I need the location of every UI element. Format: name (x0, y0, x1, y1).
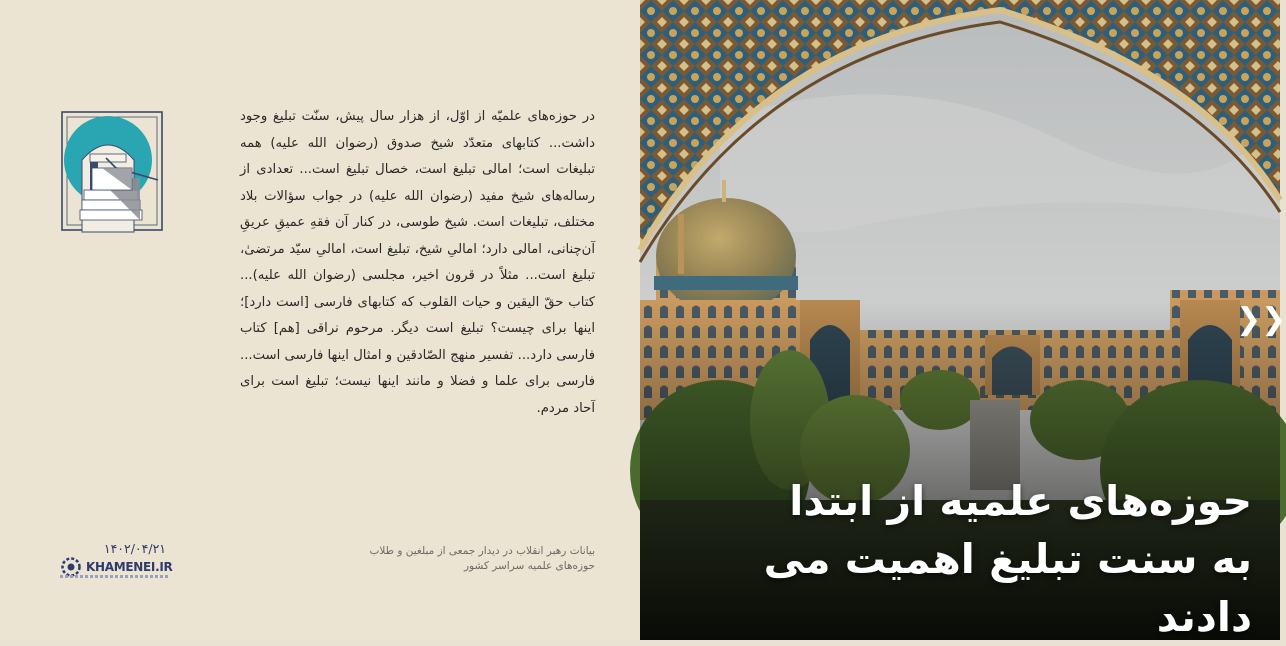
date-label: ۱۴۰۲/۰۴/۲۱ (103, 541, 166, 556)
pulpit-emblem-icon (58, 108, 168, 236)
khamenei-logo-icon (60, 557, 82, 577)
headline (670, 472, 1252, 646)
quote-text: در حوزه‌های علمیّه از اوّل، از هزار سال پیش، سنّت تبلیغ وجود داشت... کتابهای متعدّد شیخ صدوق (رضوان الله علیه) همه تبلیغات است؛ امالی تبلیغ است، خصال تبلیغ است... تعدادی از رساله‌های شیخ مفید (رضوان الله علیه) در جواب سؤالات بلاد مختلف، تبلیغات است. شیخ طوسی، در کنار آن فقهِ عمیقِ عریقِ آن‌چنانی، امالی دارد؛ امالیِ شیخ، تبلیغ است، امالیِ سیّد مرتضیٰ، تبلیغ است... مثلاً در قرون اخیر، مجلسی (رضوان الله علیه)... کتاب حقّ الیقین و حیات القلوب که کتابهای فارسی [است دارد]؛ اینها برای چیست؟ تبلیغ است دیگر. مرحوم نراقی [هم] کتاب فارسی دارد... تفسیر منهج الصّادقین و امثال اینها فارسی است... فارسی برای علما و فضلا و مانند اینها نیست؛ تبلیغ است برای آحاد مردم. (240, 109, 595, 416)
brand-tagline-decoration (60, 575, 168, 578)
brand-name: KHAMENEI.IR (86, 560, 173, 574)
headline-line-1: حوزه‌های علمیه از ابتدا (789, 477, 1252, 525)
caption-line-1: بیانات رهبر انقلاب در دیدار جمعی از مبلغین و طلاب (369, 545, 595, 557)
photo-panel (640, 0, 1286, 641)
brand-logo[interactable] (60, 557, 172, 577)
quote-panel (0, 0, 640, 640)
source-caption (360, 544, 595, 574)
headline-line-2: به سنت تبلیغ اهمیت می دادند (763, 535, 1252, 641)
next-slide-button[interactable]: ❯❯ (1236, 302, 1286, 337)
caption-line-2: حوزه‌های علمیه سراسر کشور (463, 560, 595, 572)
